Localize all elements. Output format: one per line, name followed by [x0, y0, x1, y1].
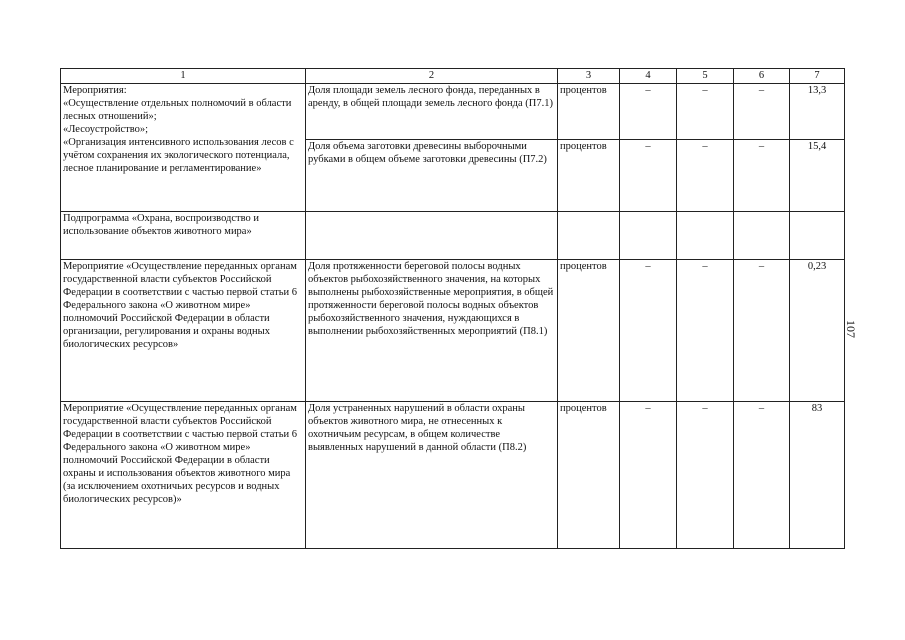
value-cell-4: – [620, 84, 677, 140]
indicators-table [60, 68, 845, 549]
event-line: «Осуществление отдельных полномочий в области лесных отношений»; [63, 98, 292, 122]
header-cell: 5 [677, 69, 734, 84]
table-row [61, 212, 845, 260]
page-number: 107 [844, 320, 858, 338]
value-cell-4: – [620, 140, 677, 212]
value-cell-5: – [677, 84, 734, 140]
table-row [61, 260, 845, 402]
indicator-cell: Доля устраненных нарушений в области охраны объектов животного мира, не отнесенных к охотничьим ресурсам, в общем количестве выявленных нарушений в данной области (П8.2) [306, 402, 558, 549]
table-row [61, 402, 845, 549]
value-cell-6 [734, 212, 790, 260]
table-row [61, 84, 845, 140]
value-cell-7: 13,3 [790, 84, 845, 140]
value-cell-7: 0,23 [790, 260, 845, 402]
value-cell-6: – [734, 140, 790, 212]
event-line: Мероприятия: [63, 85, 127, 96]
value-cell-6: – [734, 84, 790, 140]
event-cell: Мероприятие «Осуществление переданных органам государственной власти субъектов Российской Федерации в соответствии с частью первой статьи 6 Федерального закона «О животном мире» полномочий Российской Федерации в области организации, регулирования и охраны водных биологических ресурсов» [61, 260, 306, 402]
value-cell-5: – [677, 260, 734, 402]
table-header-row [61, 69, 845, 84]
value-cell-5: – [677, 402, 734, 549]
value-cell-6: – [734, 402, 790, 549]
subprogram-cell: Подпрограмма «Охрана, воспроизводство и использование объектов животного мира» [61, 212, 306, 260]
event-cell [61, 84, 306, 212]
value-cell-7: 15,4 [790, 140, 845, 212]
header-cell: 3 [558, 69, 620, 84]
unit-cell [558, 212, 620, 260]
indicator-cell [306, 212, 558, 260]
event-line: «Организация интенсивного использования лесов с учётом сохранения их экологического потенциала, лесное планирование и регламентирование» [63, 137, 294, 174]
value-cell-5: – [677, 140, 734, 212]
header-cell: 1 [61, 69, 306, 84]
header-cell: 6 [734, 69, 790, 84]
indicator-cell: Доля площади земель лесного фонда, переданных в аренду, в общей площади земель лесного фонда (П7.1) [306, 84, 558, 140]
unit-cell: процентов [558, 260, 620, 402]
unit-cell: процентов [558, 140, 620, 212]
header-cell: 4 [620, 69, 677, 84]
header-cell: 2 [306, 69, 558, 84]
value-cell-7 [790, 212, 845, 260]
indicator-cell: Доля объема заготовки древесины выборочными рубками в общем объеме заготовки древесины (П7.2) [306, 140, 558, 212]
event-line: «Лесоустройство»; [63, 124, 149, 135]
indicator-cell: Доля протяженности береговой полосы водных объектов рыбохозяйственного значения, на которых выполнены рыбохозяйственные мероприятия, в общей протяженности береговой полосы водных объектов рыбохозяйственного значения, нуждающихся в выполнении рыбохозяйственных мероприятий (П8.1) [306, 260, 558, 402]
unit-cell: процентов [558, 84, 620, 140]
value-cell-4: – [620, 402, 677, 549]
header-cell: 7 [790, 69, 845, 84]
value-cell-7: 83 [790, 402, 845, 549]
value-cell-4: – [620, 260, 677, 402]
value-cell-5 [677, 212, 734, 260]
unit-cell: процентов [558, 402, 620, 549]
event-cell: Мероприятие «Осуществление переданных органам государственной власти субъектов Российской Федерации в соответствии с частью первой статьи 6 Федерального закона «О животном мире» полномочий Российской Федерации в области охраны и использования объектов животного мира (за исключением охотничьих ресурсов и водных биологических ресурсов)» [61, 402, 306, 549]
value-cell-6: – [734, 260, 790, 402]
value-cell-4 [620, 212, 677, 260]
